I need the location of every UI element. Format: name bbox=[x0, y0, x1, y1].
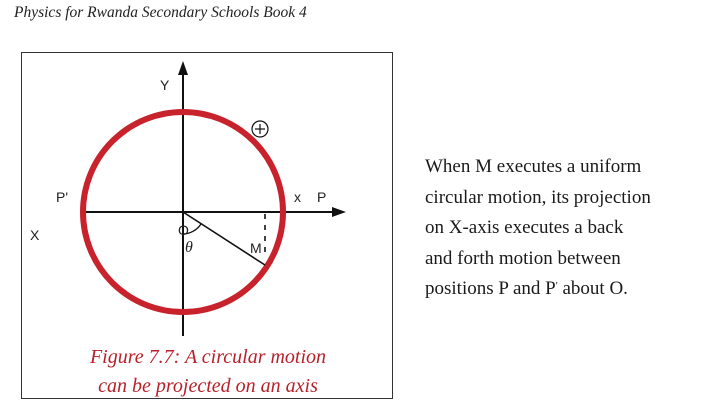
paragraph-line-5-start: positions P and P bbox=[425, 278, 556, 299]
paragraph-line-2: circular motion, its projection bbox=[425, 186, 651, 208]
paragraph-line-5-end: about O. bbox=[557, 278, 628, 299]
figure-7-7 bbox=[21, 52, 393, 399]
label-p-prime: P' bbox=[56, 189, 69, 205]
book-header: Physics for Rwanda Secondary Schools Book 4 bbox=[14, 4, 307, 21]
label-theta: θ bbox=[185, 239, 193, 256]
figure-caption-line-2: can be projected on an axis bbox=[98, 375, 318, 397]
paragraph-line-4: and forth motion between bbox=[425, 247, 621, 269]
label-m: M bbox=[250, 240, 262, 256]
paragraph-line-1: When M executes a uniform bbox=[425, 156, 642, 177]
y-axis-arrowhead bbox=[178, 61, 188, 75]
x-axis-arrowhead bbox=[332, 207, 346, 217]
figure-caption-line-1: Figure 7.7: A circular motion bbox=[89, 346, 327, 368]
label-x-axis: X bbox=[30, 227, 40, 243]
paragraph-line-5 bbox=[425, 274, 715, 305]
explanation-paragraph bbox=[425, 152, 715, 305]
radius-line bbox=[183, 212, 265, 265]
paragraph-line-3: on X-axis executes a back bbox=[425, 217, 624, 238]
label-p: P bbox=[317, 189, 327, 205]
label-x-small: x bbox=[294, 189, 301, 205]
label-origin: O bbox=[178, 222, 189, 238]
label-y-axis: Y bbox=[160, 77, 170, 93]
prime-superscript: ' bbox=[555, 280, 558, 292]
